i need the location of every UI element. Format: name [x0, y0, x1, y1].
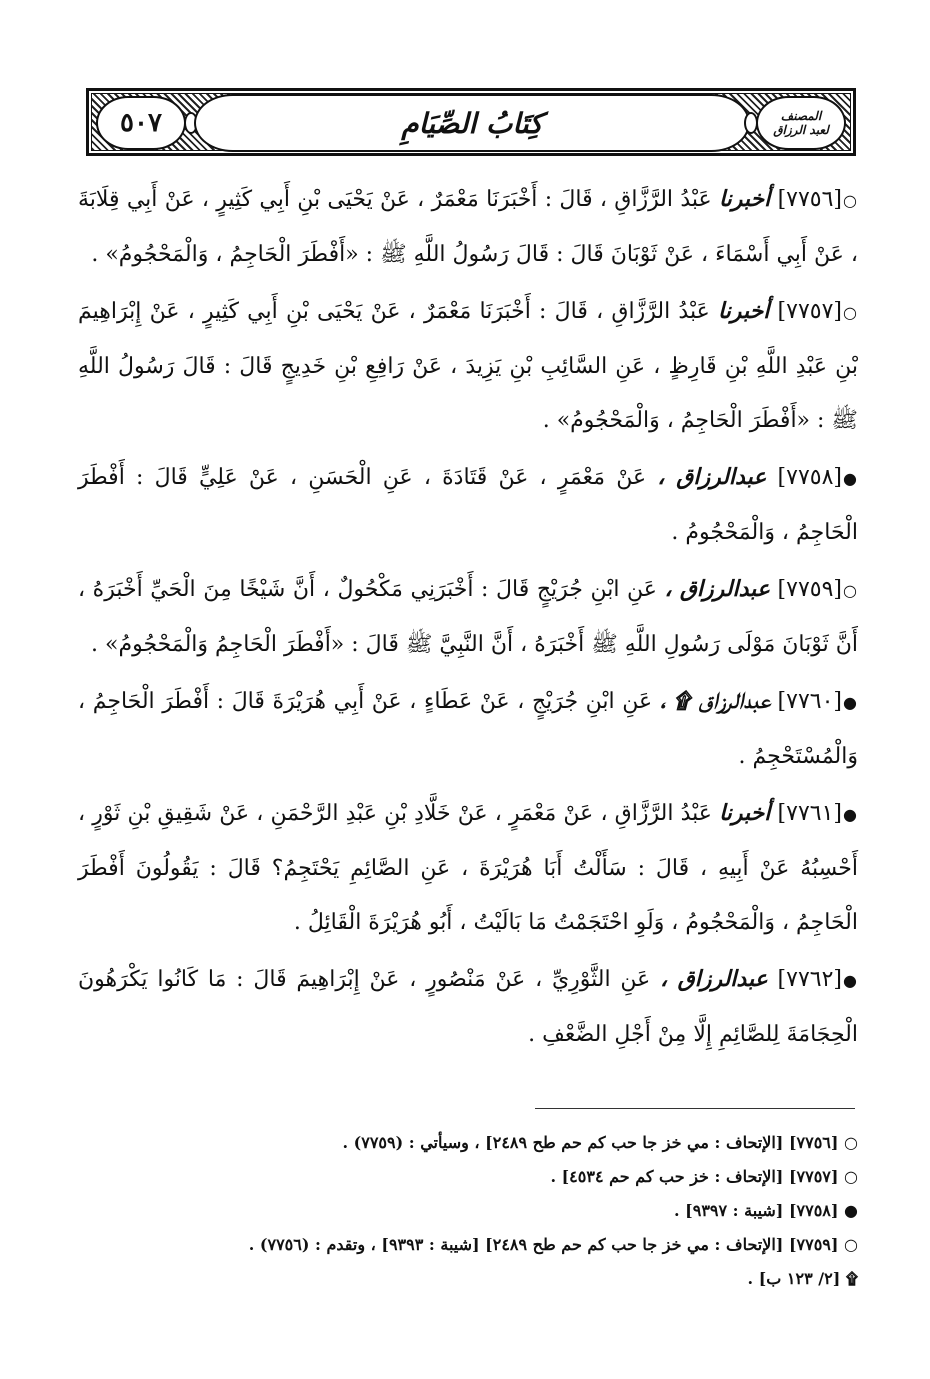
page-number-cartouche — [96, 96, 186, 150]
hadith-text: عَنْ مَعْمَرٍ ، عَنْ قَتَادَةَ ، عَنِ الْحَسَنِ ، عَنْ عَلِيٍّ قَالَ : أَفْطَرَ الْحَاجِمُ ، وَالْمَحْجُومُ . — [78, 465, 858, 545]
hadith-source: عبدالرزاق ، — [664, 576, 770, 602]
hadith-number: [٧٧٥٦] — [777, 187, 843, 212]
footnote-divider — [535, 1108, 855, 1109]
logo-line2: لعبد الرزاق — [773, 123, 829, 137]
hadith-number: [٧٧٥٧] — [777, 299, 842, 324]
footnotes — [78, 1126, 858, 1296]
narration-marker: ○ — [843, 303, 857, 322]
hadith-text: عَنِ ابْنِ جُرَيْجٍ قَالَ : أَخْبَرَنِي مَكْحُولٌ ، أَنَّ شَيْخًا مِنَ الْحَيِّ أَخْبَرَهُ ، أَنَّ ثَوْبَانَ مَوْلَى رَسُولِ اللَّهِ ﷺ أَخْبَرَهُ ، أَنَّ النَّبِيَّ ﷺ قَالَ : «أَفْطَرَ الْحَاجِمُ وَالْمَحْجُومُ» . — [78, 577, 858, 657]
hadith-7757 — [78, 284, 858, 448]
hadith-source: عبدالرزاق ، — [657, 464, 767, 490]
hadith-text: عَبْدُ الرَّزَّاقِ ، قَالَ : أَخْبَرَنَا مَعْمَرٌ ، عَنْ يَحْيَى بْنِ أَبِي كَثِيرٍ ، عَنْ إِبْرَاهِيمَ بْنِ عَبْدِ اللَّهِ بْنِ قَارِظٍ ، عَنِ السَّائِبِ بْنِ يَزِيدَ ، عَنْ رَافِعِ بْنِ خَدِيجٍ قَالَ : قَالَ رَسُولُ اللَّهِ ﷺ : «أَفْطَرَ الْحَاجِمُ ، وَالْمَحْجُومُ» . — [78, 299, 858, 433]
hadith-source: أخبرنا — [717, 298, 770, 324]
narration-marker: ● — [843, 693, 857, 712]
hadith-text: عَبْدُ الرَّزَّاقِ ، قَالَ : أَخْبَرَنَا مَعْمَرٌ ، عَنْ يَحْيَى بْنِ أَبِي كَثِيرٍ ، عَنْ أَبِي قِلَابَةَ ، عَنْ أَبِي أَسْمَاءَ ، عَنْ ثَوْبَانَ قَالَ : قَالَ رَسُولُ اللَّهِ ﷺ : «أَفْطَرَ الْحَاجِمُ ، وَالْمَحْجُومُ» . — [78, 187, 858, 267]
hadith-body — [78, 172, 858, 1064]
hadith-source: أخبرنا — [718, 186, 771, 212]
hadith-number: [٧٧٦٠] — [777, 689, 842, 714]
footnote: ۩ [٢/ ١٢٣ ب] . — [747, 1269, 858, 1288]
footnote: ● [٧٧٥٨] [شيبة : ٩٣٩٧] . — [674, 1201, 858, 1220]
hadith-7760 — [78, 674, 858, 784]
page-number: ٥٠٧ — [120, 108, 162, 138]
hadith-source: عبدالرزاق ، — [660, 966, 768, 992]
hadith-number: [٧٧٥٩] — [777, 577, 842, 602]
hadith-7762 — [78, 952, 858, 1062]
book-title: كِتَابُ الصِّيَامِ — [401, 106, 543, 140]
footnote: ○ [٧٧٥٦] [الإتحاف : مي خز جا حب كم حم طح ٢٤٨٩] ، وسيأتي : (٧٧٥٩) . — [342, 1133, 858, 1152]
page-header — [86, 88, 856, 156]
hadith-text: عَبْدُ الرَّزَّاقِ ، عَنْ مَعْمَرٍ ، عَنْ خَلَّادِ بْنِ عَبْدِ الرَّحْمَنِ ، عَنْ شَقِيقِ بْنِ ثَوْرٍ ، أَحْسِبُهُ عَنْ أَبِيهِ ، قَالَ : سَأَلْتُ أَبَا هُرَيْرَةَ ، عَنِ الصَّائِمِ يَحْتَجِمُ؟ قَالَ : يَقُولُونَ أَفْطَرَ الْحَاجِمُ ، وَالْمَحْجُومُ ، وَلَوِ احْتَجَمْتُ مَا بَالَيْتُ ، أَبُو هُرَيْرَةَ الْقَائِلُ . — [78, 801, 858, 935]
hadith-source: أخبرنا — [719, 800, 771, 826]
narration-marker: ● — [843, 971, 857, 990]
hadith-text: عَنِ ابْنِ جُرَيْجٍ ، عَنْ عَطَاءٍ ، عَنْ أَبِي هُرَيْرَةَ قَالَ : أَفْطَرَ الْحَاجِمُ ، وَالْمُسْتَحْجِمُ . — [78, 689, 858, 769]
hadith-7759 — [78, 562, 858, 672]
narration-marker: ● — [843, 469, 857, 488]
footnote: ○ [٧٧٥٩] [الإتحاف : مي خز جا حب كم حم طح ٢٤٨٩] [شيبة : ٩٣٩٣] ، وتقدم : (٧٧٥٦) . — [248, 1235, 858, 1254]
hadith-7761 — [78, 786, 858, 950]
narration-marker: ○ — [843, 191, 857, 210]
hadith-7758 — [78, 450, 858, 560]
hadith-7756 — [78, 172, 858, 282]
narration-marker: ● — [843, 805, 857, 824]
title-cartouche — [194, 94, 750, 152]
hadith-number: [٧٧٦١] — [777, 801, 842, 826]
footnote: ○ [٧٧٥٧] [الإتحاف : خز حب كم حم ٤٥٣٤] . — [550, 1167, 858, 1186]
hadith-number: [٧٧٥٨] — [777, 465, 842, 490]
hadith-number: [٧٧٦٢] — [777, 967, 842, 992]
hadith-text: عَنِ الثَّوْرِيِّ ، عَنْ مَنْصُورٍ ، عَنْ إِبْرَاهِيمَ قَالَ : مَا كَانُوا يَكْرَهُونَ الْحِجَامَةَ لِلصَّائِمِ إِلَّا مِنْ أَجْلِ الضَّعْفِ . — [78, 967, 858, 1047]
logo-line1: المصنف — [780, 109, 822, 123]
hadith-source: عبدالرزاق ۩ ، — [659, 688, 770, 714]
book-logo — [756, 96, 846, 150]
narration-marker: ○ — [843, 581, 857, 600]
